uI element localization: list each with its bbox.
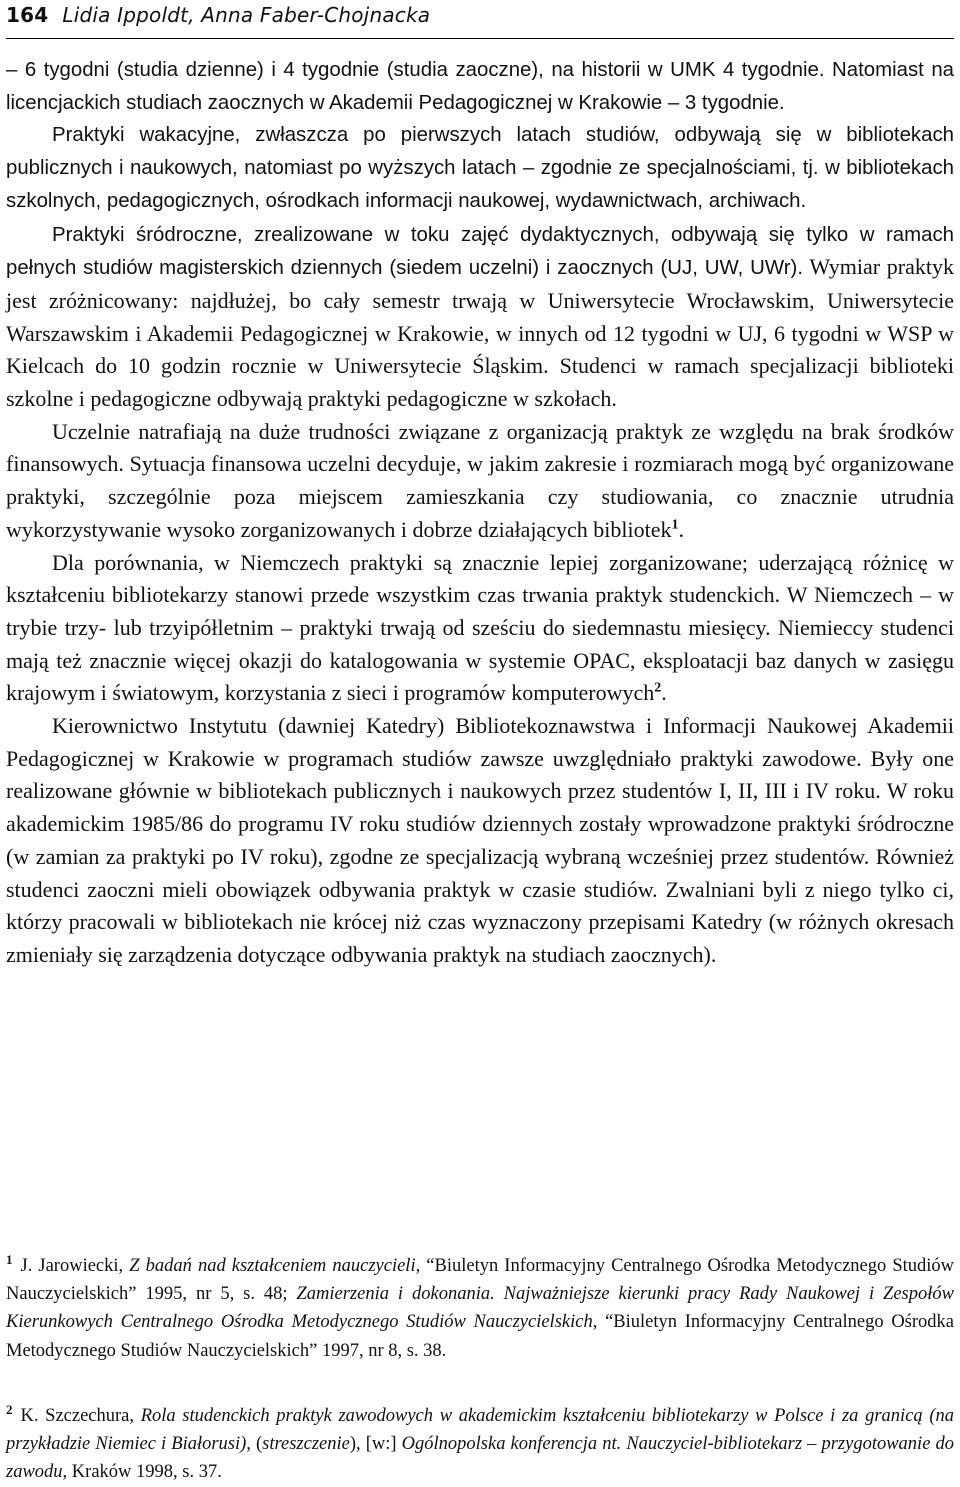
footnote-ref-1[interactable]: 1 bbox=[671, 517, 679, 533]
footnote-1-title-2: Zamierzenia i dokonania. Najważniejsze kierunki pracy Rady Naukowej i Zespołów Kierunkowych Centralnego Ośrodka Metodycznego Studiów Nauczycielskich bbox=[6, 1284, 954, 1333]
paragraph-5 bbox=[6, 547, 954, 711]
paragraph-3-part-a: Praktyki śródroczne, zrealizowane w toku zajęć dydaktycznych, odbywają się tylko w ramach pełnych studiów magisterskich dziennych (siedem uczelni) i zaocznych (UJ, UW, UWr). bbox=[6, 223, 954, 280]
page-number: 164 bbox=[6, 3, 49, 27]
paragraph-2: Praktyki wakacyjne, zwłaszcza po pierwszych latach studiów, odbywają się w bibliotekach publicznych i naukowych, natomiast po wyższych latach – zgodnie ze specjalnościami, tj. w bibliotekach szkolnych, pedagogicznych, ośrodkach informacji naukowej, wydawnictwach, archiwach. bbox=[6, 124, 954, 212]
footnote-1-number: 1 bbox=[6, 1251, 13, 1267]
paragraph-6: Kierownictwo Instytutu (dawniej Katedry) Bibliotekoznawstwa i Informacji Naukowej Akademii Pedagogicznej w Krakowie w programach studiów zawsze uwzględniało praktyki zawodowe. Były one realizowane głównie w bibliotekach publicznych i naukowych przez studentów I, II, III i IV roku. W roku akademickim 1985/86 do programu IV roku studiów dziennych zostały wprowadzone praktyki śródroczne (w zamian za praktyki po IV roku), zgodne ze specjalizacją wybraną wcześniej przez studentów. Również studenci zaoczni mieli obowiązek odbywania praktyk w czasie studiów. Zwalniani byli z niego tylko ci, którzy pracowali w bibliotekach nie krócej niż czas wyznaczony przepisami Katedry (w różnych okresach zmieniały się zarządzenia dotyczące odbywania praktyk na studiach zaocznych). bbox=[6, 713, 954, 967]
footnote-2-title: Rola studenckich praktyk zawodowych w akademickim kształceniu bibliotekarzy w Polsce i za granicą (na przykładzie Niemiec i Białorusi) bbox=[6, 1406, 954, 1455]
footnote-ref-2[interactable]: 2 bbox=[654, 681, 662, 697]
footnote-2-note: streszczenie bbox=[262, 1434, 350, 1455]
footnote-1 bbox=[6, 1252, 954, 1365]
footnote-2-author: K. Szczechura, bbox=[20, 1406, 141, 1426]
main-text bbox=[6, 54, 954, 972]
footnote-1-source-2: , “Biuletyn Informacyjny Centralnego Ośrodka Metodycznego Studiów Nauczycielskich” 1997, nr 8, s. 38. bbox=[6, 1312, 954, 1361]
footnote-2-number: 2 bbox=[6, 1401, 13, 1417]
footnote-2-pub: , Kraków 1998, s. 37. bbox=[62, 1462, 222, 1483]
footnote-1-source: , “Biuletyn Informacyjny Centralnego Ośrodka Metodycznego Studiów Nauczycielskich” 1995, nr 5, s. 48; bbox=[6, 1256, 955, 1305]
footnote-1-author: J. Jarowiecki, bbox=[20, 1256, 130, 1276]
paragraph-3-part-b: Wymiar praktyk jest zróżnicowany: najdłużej, bo cały semestr trwają w Uniwersytecie Wrocławskim, Uniwersytecie Warszawskim i Akademii Pedagogicznej w Krakowie, w innych od 12 tygodni w UJ, 6 tygodni w WSP w Kielcach do 10 godzin rocznie w Uniwersytecie Śląskim. Studenci w ramach specjalizacji biblioteki szkolne i pedagogiczne odbywają praktyki pedagogiczne w szkołach. bbox=[6, 254, 954, 412]
footnote-2-conference: Ogólnopolska konferencja nt. Nauczyciel-bibliotekarz – przygotowanie do zawodu bbox=[6, 1434, 954, 1483]
paragraph-5-end: . bbox=[661, 680, 667, 706]
paragraph-5-text: Dla porównania, w Niemczech praktyki są znacznie lepiej zorganizowane; uderzającą różnicę w kształceniu bibliotekarzy stanowi przede wszystkim czas trwania praktyk studenckich. W Niemczech – w trybie trzy- lub trzyipółletnim – praktyki trwają od sześciu do siedemnastu miesięcy. Niemieccy studenci mają też znacznie więcej okazji do katalogowania w systemie OPAC, eksploatacji baz danych w zasięgu krajowym i światowym, korzystania z sieci i programów komputerowych bbox=[6, 549, 954, 706]
footnote-2 bbox=[6, 1402, 954, 1487]
paragraph-4 bbox=[6, 416, 954, 547]
paragraph-4-end: . bbox=[678, 516, 684, 542]
footnote-1-title: Z badań nad kształceniem nauczycieli bbox=[129, 1256, 416, 1276]
paragraph-1: – 6 tygodni (studia dzienne) i 4 tygodnie (studia zaoczne), na historii w UMK 4 tygodnie. Natomiast na licencjackich studiach zaocznych w Akademii Pedagogicznej w Krakowie – 3 tygodnie. bbox=[6, 59, 954, 114]
running-header bbox=[6, 0, 954, 39]
paragraph-3 bbox=[6, 218, 954, 416]
footnote-2-sep-1: , ( bbox=[246, 1434, 263, 1455]
paragraph-4-text: Uczelnie natrafiają na duże trudności związane z organizacją praktyk ze względu na brak środków finansowych. Sytuacja finansowa uczelni decyduje, w jakim zakresie i rozmiarach mogą być organizowane praktyki, szczególnie poza miejscem zamieszkania czy studiowania, co znacznie utrudnia wykorzystywanie wysoko zorganizowanych i dobrze działających bibliotek bbox=[6, 418, 954, 542]
running-header-authors: Lidia Ippoldt, Anna Faber-Chojnacka bbox=[62, 3, 431, 27]
footnote-2-sep-2: ), [w:] bbox=[349, 1434, 402, 1455]
